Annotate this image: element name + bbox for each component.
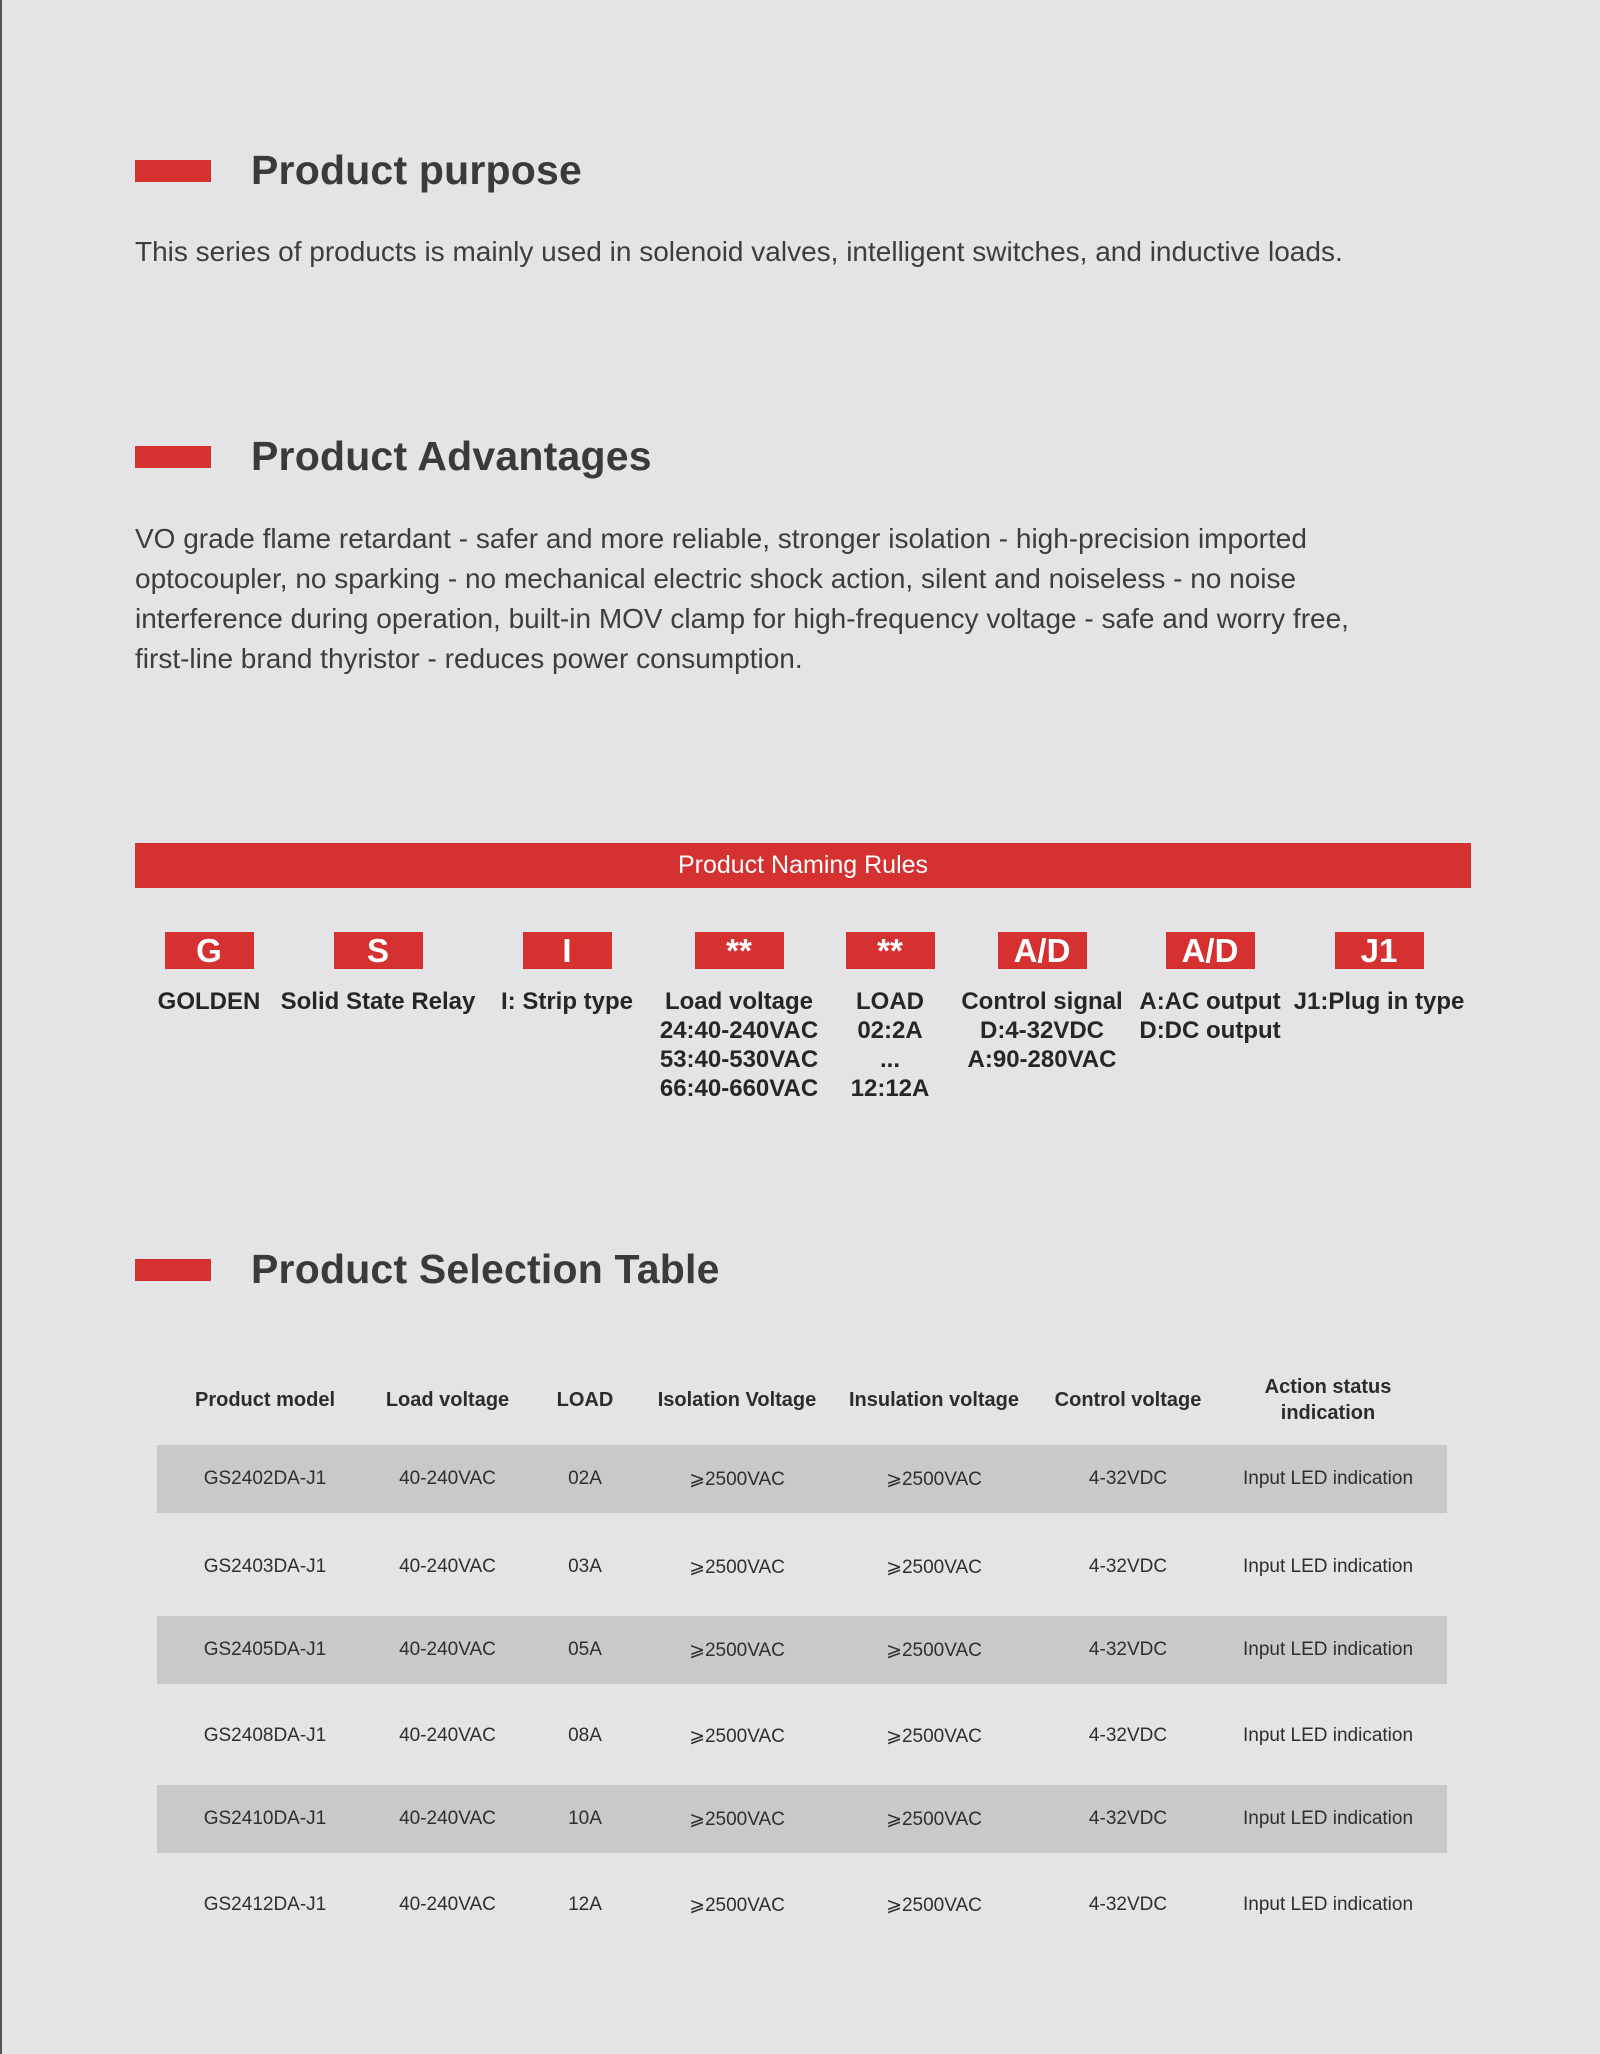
cell-product-model: GS2408DA-J1: [203, 1725, 327, 1746]
purpose-section: [135, 147, 582, 194]
cell-action-status: Input LED indication: [1242, 1725, 1414, 1746]
selection-title: Product Selection Table: [251, 1246, 720, 1292]
rule-code-badge: A/D: [998, 932, 1087, 969]
cell-control-voltage: 4-32VDC: [1088, 1468, 1168, 1489]
selection-section: [135, 1246, 720, 1293]
cell-load-voltage: 40-240VAC: [399, 1639, 496, 1660]
cell-control-voltage: 4-32VDC: [1088, 1894, 1168, 1915]
advantages-section: [135, 433, 652, 480]
purpose-text: This series of products is mainly used in solenoid valves, intelligent switches, and inductive loads.: [135, 236, 1343, 267]
cell-insulation-voltage: ⩾2500VAC: [886, 1468, 982, 1490]
cell-product-model: GS2412DA-J1: [203, 1894, 327, 1915]
rule-name: LOAD: [856, 988, 924, 1015]
rule-name: GOLDEN: [157, 988, 261, 1015]
cell-insulation-voltage: ⩾2500VAC: [886, 1639, 982, 1661]
purpose-title: Product purpose: [251, 147, 583, 193]
header-action-status: Action status indication: [1264, 1376, 1392, 1424]
cell-action-status: Input LED indication: [1242, 1556, 1414, 1577]
rule-name: Load voltage: [664, 988, 814, 1015]
rule-detail: D:4-32VDC A:90-280VAC: [967, 1017, 1117, 1073]
rule-code-badge: S: [334, 932, 423, 969]
header-isolation-voltage: Isolation Voltage: [657, 1389, 817, 1411]
cell-load-voltage: 40-240VAC: [399, 1725, 496, 1746]
table-row: [157, 1616, 1447, 1684]
cell-load: 10A: [568, 1808, 602, 1829]
cell-control-voltage: 4-32VDC: [1088, 1556, 1168, 1577]
rule-name: I: Strip type: [500, 988, 633, 1015]
rule-detail: 24:40-240VAC 53:40-530VAC 66:40-660VAC: [659, 1017, 819, 1102]
cell-load-voltage: 40-240VAC: [399, 1468, 496, 1489]
table-row: [157, 1871, 1447, 1939]
cell-load: 12A: [568, 1894, 602, 1915]
cell-isolation-voltage: ⩾2500VAC: [689, 1725, 785, 1747]
cell-action-status: Input LED indication: [1242, 1894, 1414, 1915]
rule-code-badge: **: [846, 932, 935, 969]
advantages-text: [135, 519, 1535, 679]
naming-rule-plug: [1269, 932, 1489, 1016]
advantages-line: interference during operation, built-in MOV clamp for high-frequency voltage - safe and worry free,: [135, 603, 1349, 634]
table-row: [157, 1533, 1447, 1601]
cell-isolation-voltage: ⩾2500VAC: [689, 1808, 785, 1830]
advantages-line: VO grade flame retardant - safer and more reliable, stronger isolation - high-precision imported: [135, 523, 1307, 554]
naming-rule-type: [268, 932, 488, 1016]
cell-isolation-voltage: ⩾2500VAC: [689, 1639, 785, 1661]
section-marker-bar: [135, 446, 211, 468]
advantages-title: Product Advantages: [251, 433, 652, 479]
header-load: LOAD: [556, 1389, 614, 1411]
cell-control-voltage: 4-32VDC: [1088, 1639, 1168, 1660]
cell-product-model: GS2402DA-J1: [203, 1468, 327, 1489]
cell-load-voltage: 40-240VAC: [399, 1556, 496, 1577]
header-control-voltage: Control voltage: [1054, 1389, 1202, 1411]
rule-code-badge: I: [523, 932, 612, 969]
table-header: [0, 1370, 1600, 1430]
table-row: [157, 1702, 1447, 1770]
rule-name: A:AC output: [1139, 988, 1281, 1015]
cell-load: 02A: [568, 1468, 602, 1489]
cell-product-model: GS2410DA-J1: [203, 1808, 327, 1829]
cell-control-voltage: 4-32VDC: [1088, 1808, 1168, 1829]
cell-product-model: GS2403DA-J1: [203, 1556, 327, 1577]
cell-product-model: GS2405DA-J1: [203, 1639, 327, 1660]
cell-isolation-voltage: ⩾2500VAC: [689, 1894, 785, 1916]
cell-load: 08A: [568, 1725, 602, 1746]
cell-control-voltage: 4-32VDC: [1088, 1725, 1168, 1746]
rule-name: J1:Plug in type: [1293, 988, 1465, 1015]
rule-detail: 02:2A ... 12:12A: [850, 1017, 930, 1102]
table-row: [157, 1445, 1447, 1513]
cell-isolation-voltage: ⩾2500VAC: [689, 1468, 785, 1490]
rule-name: Control signal: [961, 988, 1123, 1015]
rule-name: Solid State Relay: [280, 988, 476, 1015]
cell-load: 03A: [568, 1556, 602, 1577]
rule-code-badge: A/D: [1166, 932, 1255, 969]
selection-heading: [135, 1246, 720, 1293]
cell-action-status: Input LED indication: [1242, 1808, 1414, 1829]
cell-load-voltage: 40-240VAC: [399, 1808, 496, 1829]
cell-isolation-voltage: ⩾2500VAC: [689, 1556, 785, 1578]
page-left-border: [0, 0, 2, 2054]
advantages-line: optocoupler, no sparking - no mechanical electric shock action, silent and noiseless - no noise: [135, 563, 1297, 594]
cell-insulation-voltage: ⩾2500VAC: [886, 1808, 982, 1830]
header-insulation-voltage: Insulation voltage: [848, 1389, 1020, 1411]
rule-code-badge: **: [695, 932, 784, 969]
table-row: [157, 1785, 1447, 1853]
advantages-line: first-line brand thyristor - reduces power consumption.: [135, 643, 803, 674]
header-product-model: Product model: [194, 1389, 335, 1411]
cell-insulation-voltage: ⩾2500VAC: [886, 1894, 982, 1916]
cell-load: 05A: [568, 1639, 602, 1660]
naming-rules-banner: Product Naming Rules: [135, 843, 1471, 888]
rule-code-badge: J1: [1335, 932, 1424, 969]
cell-insulation-voltage: ⩾2500VAC: [886, 1725, 982, 1747]
rule-detail: D:DC output: [1139, 1017, 1281, 1044]
cell-action-status: Input LED indication: [1242, 1639, 1414, 1660]
advantages-heading: [135, 433, 652, 480]
purpose-heading: [135, 147, 582, 194]
cell-load-voltage: 40-240VAC: [399, 1894, 496, 1915]
section-marker-bar: [135, 1259, 211, 1281]
cell-insulation-voltage: ⩾2500VAC: [886, 1556, 982, 1578]
rule-code-badge: G: [165, 932, 254, 969]
header-load-voltage: Load voltage: [385, 1389, 510, 1411]
cell-action-status: Input LED indication: [1242, 1468, 1414, 1489]
section-marker-bar: [135, 160, 211, 182]
